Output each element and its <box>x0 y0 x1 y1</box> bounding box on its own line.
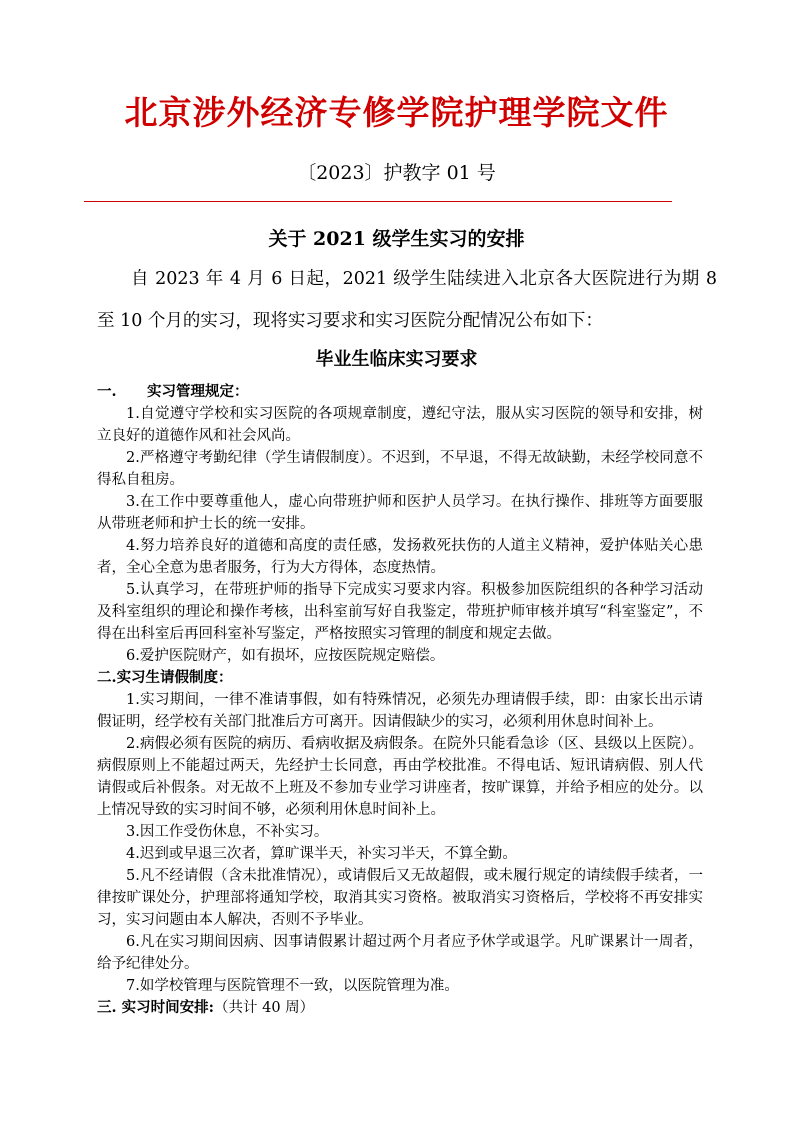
document-body <box>97 381 703 1019</box>
section-1-item: 1.自觉遵守学校和实习医院的各项规章制度，遵纪守法，服从实习医院的领导和安排，树立良好的道德作风和社会风尚。 <box>97 406 703 444</box>
document-number: 〔2023〕护教字 01 号 <box>297 162 496 184</box>
header-divider <box>84 201 672 202</box>
section-1-item: 3.在工作中要尊重他人，虚心向带班护师和医护人员学习。在执行操作、排班等方面要服从带班老师和护士长的统一安排。 <box>97 494 703 532</box>
section-3-title: 实习时间安排: <box>121 999 214 1016</box>
section-1-number: 一. <box>97 383 117 400</box>
section-2-item: 5.凡不经请假（含未批准情况），或请假后又无故超假，或未履行规定的请续假手续者，一律按旷课处分，护理部将通知学校，取消其实习资格。被取消实习资格后，学校将不再安排实习，实习问题由本人解决，否则不予毕业。 <box>97 868 703 928</box>
section-2-item: 1.实习期间，一律不准请事假，如有特殊情况，必须先办理请假手续，即：由家长出示请假证明，经学校有关部门批准后方可离开。因请假缺少的实习，必须利用休息时间补上。 <box>97 692 703 730</box>
document-subject: 关于 2021 级学生实习的安排 <box>268 228 525 250</box>
section-2-heading <box>97 667 703 689</box>
document-header-title: 北京涉外经济专修学院护理学院文件 <box>124 93 669 132</box>
section-1-item: 2.严格遵守考勤纪律（学生请假制度）。不迟到，不早退，不得无故缺勤，未经学校同意不得私自租房。 <box>97 450 703 488</box>
section-2-item: 2.病假必须有医院的病历、看病收据及病假条。在院外只能看急诊（区、县级以上医院）。病假原则上不能超过两天，先经护士长同意，再由学校批准。不得电话、短讯请病假、别人代请假或后补假条。对无故不上班及不参加专业学习讲座者，按旷课算，并给予相应的处分。以上情况导致的实习时间不够，必须利用休息时间补上。 <box>97 736 703 818</box>
section-2-title: 实习生请假制度： <box>116 669 233 686</box>
section-2-item: 3.因工作受伤休息，不补实习。 <box>126 824 329 840</box>
section-1-item: 6.爱护医院财产，如有损坏，应按医院规定赔偿。 <box>126 648 445 664</box>
section-3-number: 三. <box>97 999 117 1016</box>
section-3-heading <box>97 997 703 1019</box>
section-1-item: 5.认真学习，在带班护师的指导下完成实习要求内容。积极参加医院组织的各种学习活动及科室组织的理论和操作考核，出科室前写好自我鉴定，带班护师审核并填写“科室鉴定”，不得在出科室后再回科室补写鉴定，严格按照实习管理的制度和规定去做。 <box>97 582 703 642</box>
section-1-item: 4.努力培养良好的道德和高度的责任感，发扬救死扶伤的人道主义精神，爱护体贴关心患者，全心全意为患者服务，行为大方得体，态度热情。 <box>97 538 703 576</box>
section-2-number: 二. <box>97 669 117 686</box>
section-1-title: 实习管理规定： <box>147 383 249 400</box>
intro-paragraph: 自 2023 年 4 月 6 日起，2021 级学生陆续进入北京各大医院进行为期 8 至 10 个月的实习，现将实习要求和实习医院分配情况公布如下： <box>97 269 717 331</box>
section-2-item: 6.凡在实习期间因病、因事请假累计超过两个月者应予休学或退学。凡旷课累计一周者，给予纪律处分。 <box>97 934 703 972</box>
section-heading: 毕业生临床实习要求 <box>315 349 478 370</box>
section-3-subtitle: （共计 40 周） <box>213 1000 315 1016</box>
section-2-item: 7.如学校管理与医院管理不一致，以医院管理为准。 <box>126 978 459 994</box>
section-2-item: 4.迟到或早退三次者，算旷课半天，补实习半天，不算全勤。 <box>126 846 517 862</box>
section-1-heading <box>97 381 703 403</box>
